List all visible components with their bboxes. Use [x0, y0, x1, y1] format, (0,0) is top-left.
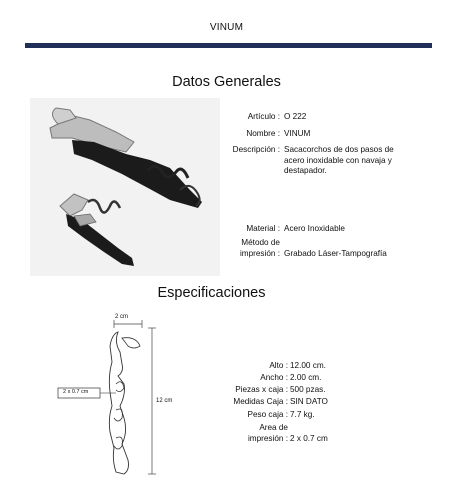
piezas-value: 500 pzas.	[290, 385, 326, 394]
articulo-value: O 222	[284, 112, 307, 121]
print-area-label: 2 x 0.7 cm	[63, 389, 89, 395]
page-title: VINUM	[209, 22, 244, 33]
metodo-value: Grabado Láser-Tampografía	[284, 249, 387, 258]
descripcion-value	[284, 145, 424, 177]
articulo-label: Artículo :	[247, 112, 280, 121]
metodo-label-line: Método de	[241, 238, 280, 247]
material-label: Material :	[246, 224, 280, 233]
height-dimension-label: 12 cm	[156, 398, 173, 404]
descripcion-line: acero inoxidable con navaja y	[284, 155, 392, 165]
peso-value: 7.7 kg.	[290, 410, 315, 419]
section-title-specs: Especificaciones	[157, 285, 266, 301]
area-label-line: impresión :	[247, 433, 288, 443]
section-title-general: Datos Generales	[172, 74, 281, 90]
piezas-label: Piezas x caja :	[235, 385, 288, 394]
metodo-label-line: impresión :	[239, 248, 280, 258]
nombre-value: VINUM	[284, 129, 311, 138]
descripcion-line: destapador.	[284, 166, 327, 175]
header-rule	[25, 43, 432, 48]
ancho-value: 2.00 cm.	[290, 373, 322, 382]
area-label	[196, 423, 288, 444]
dimension-diagram	[52, 314, 178, 482]
area-value: 2 x 0.7 cm	[290, 434, 328, 443]
medidas-value: SIN DATO	[290, 397, 328, 406]
corkscrew-open	[60, 194, 134, 266]
material-value: Acero Inoxidable	[284, 224, 345, 233]
area-label-line: Area de	[259, 423, 288, 432]
alto-value: 12.00 cm.	[290, 361, 326, 370]
descripcion-line: Sacacorchos de dos pasos de	[284, 145, 394, 154]
medidas-label: Medidas Caja :	[233, 397, 288, 406]
peso-label: Peso caja :	[247, 410, 288, 419]
corkscrew-closed	[50, 108, 202, 208]
ancho-label: Ancho :	[260, 373, 288, 382]
alto-label: Alto :	[269, 361, 288, 370]
nombre-label: Nombre :	[246, 129, 280, 138]
descripcion-label: Descripción :	[232, 145, 280, 154]
width-dimension-label: 2 cm	[115, 314, 129, 320]
metodo-label	[160, 238, 280, 259]
